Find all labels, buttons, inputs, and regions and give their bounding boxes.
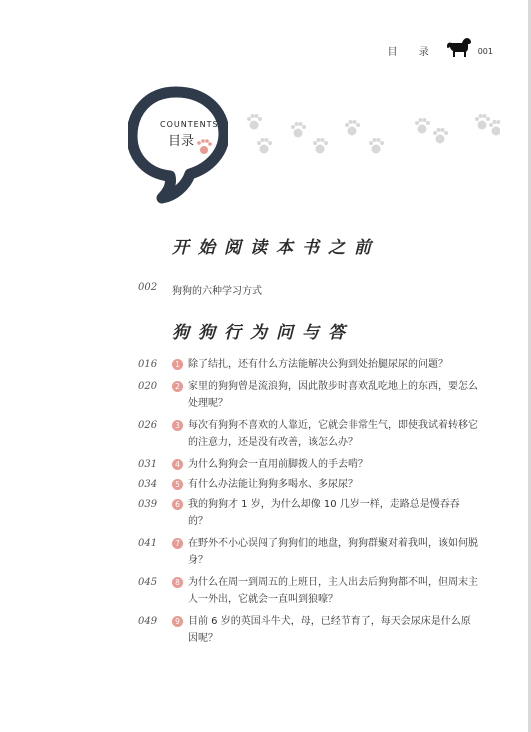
paw-print-trail-icon xyxy=(240,112,500,162)
toc-entry-qa-2[interactable] xyxy=(138,378,478,412)
section-title-qa: 狗狗行为问与答 xyxy=(172,323,354,343)
toc-entry-qa-9[interactable] xyxy=(138,613,478,647)
badge-chinese: 目录 xyxy=(168,134,195,149)
dog-icon xyxy=(444,36,472,58)
question-number-badge: 5 xyxy=(172,479,183,490)
question-text: 每次有狗狗不喜欢的人靠近，它就会非常生气，即使我试着转移它的注意力，还是没有改善，该怎么办？ xyxy=(188,420,478,448)
toc-page-number: 034 xyxy=(138,479,158,490)
question-number-badge: 1 xyxy=(172,359,183,370)
question-text: 为什么在周一到周五的上班日，主人出去后狗狗都不叫，但周末主人一外出，它就会一直叫到狼嚎？ xyxy=(188,577,478,605)
question-number-badge: 4 xyxy=(172,459,183,470)
question-number-badge: 2 xyxy=(172,381,183,392)
toc-page-number: 020 xyxy=(138,381,158,392)
question-text: 为什么狗狗会一直用前脚拨人的手去啃？ xyxy=(188,459,368,470)
running-header-page: 001 xyxy=(477,47,493,56)
toc-entry-qa-3[interactable] xyxy=(138,417,478,451)
contents-badge xyxy=(128,86,228,206)
toc-entry-qa-5[interactable] xyxy=(138,476,478,493)
toc-page-number: 045 xyxy=(138,577,158,588)
toc-entry-qa-8[interactable] xyxy=(138,574,478,608)
toc-page-number: 026 xyxy=(138,420,158,431)
toc-page-number: 002 xyxy=(138,282,158,293)
question-text: 家里的狗狗曾是流浪狗，因此散步时喜欢乱吃地上的东西，要怎么处理呢？ xyxy=(188,381,478,409)
question-number-badge: 3 xyxy=(172,420,183,431)
question-number-badge: 7 xyxy=(172,538,183,549)
question-number-badge: 9 xyxy=(172,616,183,627)
running-header xyxy=(388,36,493,58)
toc-entry-qa-6[interactable] xyxy=(138,496,478,530)
question-text: 我的狗狗才 1 岁，为什么却像 10 几岁一样，走路总是慢吞吞的？ xyxy=(188,499,460,527)
question-text: 有什么办法能让狗狗多喝水、多尿尿？ xyxy=(188,479,358,490)
section-title-before-reading: 开始阅读本书之前 xyxy=(172,238,380,258)
toc-entry-qa-1[interactable] xyxy=(138,356,478,373)
qa-list xyxy=(138,356,478,647)
question-text: 除了结扎，还有什么方法能解决公狗到处抬腿尿尿的问题？ xyxy=(188,359,448,370)
toc-entry-intro[interactable] xyxy=(138,282,262,297)
question-number-badge: 8 xyxy=(172,577,183,588)
toc-page-number: 041 xyxy=(138,538,158,549)
toc-page-number: 049 xyxy=(138,616,158,627)
running-header-title: 目 录 xyxy=(387,47,438,58)
question-text: 目前 6 岁的英国斗牛犬，母，已经节育了，每天会尿床是什么原因呢？ xyxy=(188,616,471,644)
toc-entry-text: 狗狗的六种学习方式 xyxy=(172,286,262,297)
toc-entry-qa-7[interactable] xyxy=(138,535,478,569)
toc-page-number: 016 xyxy=(138,359,158,370)
badge-english: COUNTENTS xyxy=(160,120,219,129)
question-text: 在野外不小心误闯了狗狗们的地盘，狗狗群聚对着我叫，该如何脱身？ xyxy=(188,538,478,566)
paw-icon xyxy=(197,139,212,154)
question-number-badge: 6 xyxy=(172,499,183,510)
toc-page-number: 039 xyxy=(138,499,158,510)
toc-page-number: 031 xyxy=(138,459,158,470)
toc-entry-qa-4[interactable] xyxy=(138,456,478,473)
